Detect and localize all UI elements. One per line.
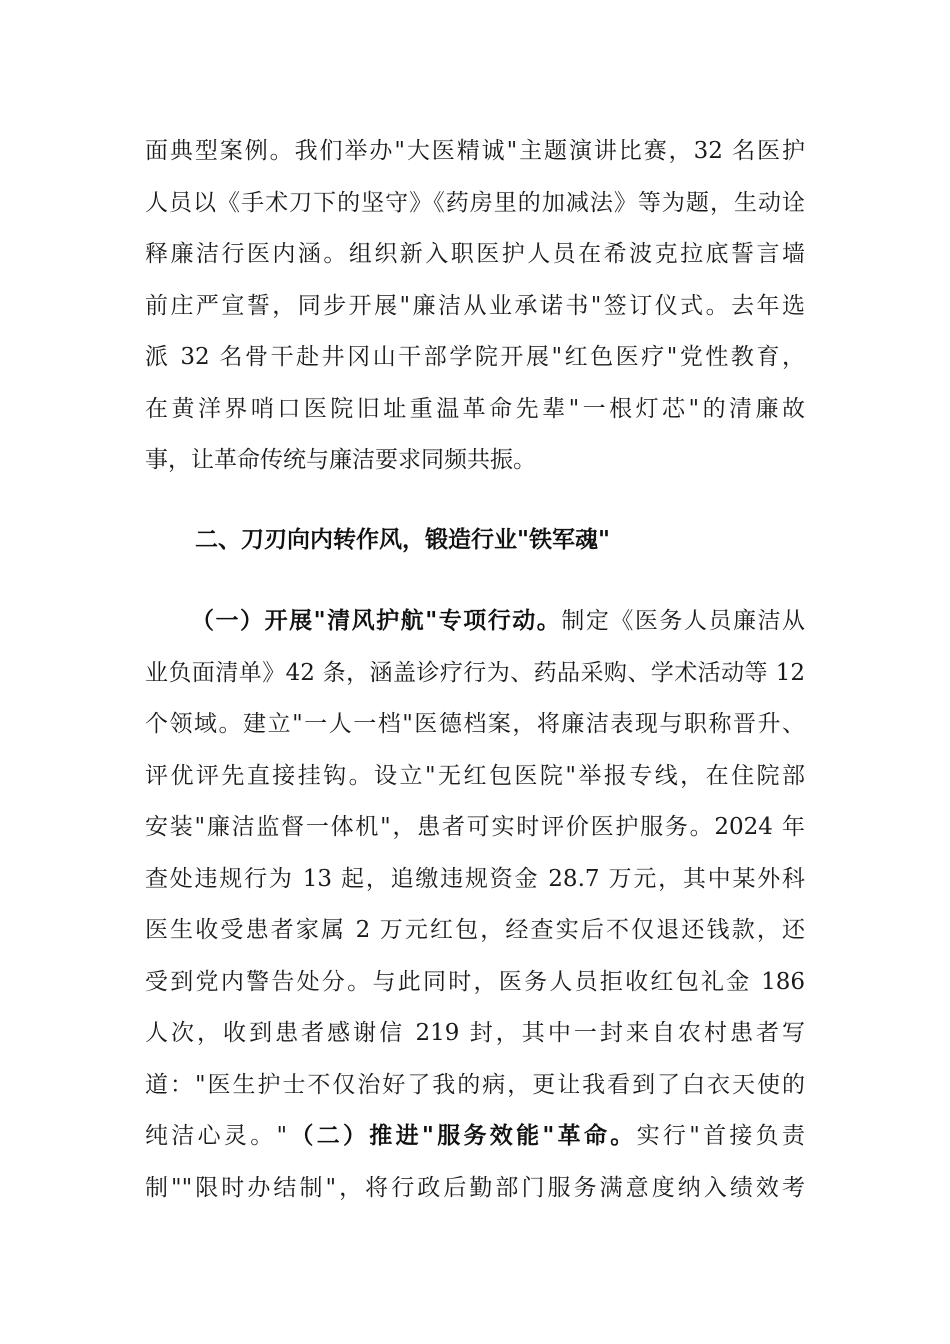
paragraph-line [145,596,805,648]
paragraph-1 [145,126,805,487]
subsection-title: （二）推进"服务效能"革命。 [287,1123,637,1149]
subsection-title: （一）开展"清风护航"专项行动。 [191,608,562,634]
paragraph-line: 人员以《手术刀下的坚守》《药房里的加减法》等为题，生动诠 [145,189,805,216]
paragraph-line: 安装"廉洁监督一体机"，患者可实时评价医护服务。2024 年 [145,814,805,840]
paragraph-line: 释廉洁行医内涵。组织新入职医护人员在希波克拉底誓言墙 [145,241,805,267]
paragraph-line: 受到党内警告处分。与此同时，医务人员拒收红包礼金 186 [145,968,805,995]
paragraph-line: 派 32 名骨干赴井冈山干部学院开展"红色医疗"党性教育， [145,344,805,370]
paragraph-line: 查处违规行为 13 起，追缴违规资金 28.7 万元，其中某外科 [145,865,805,892]
paragraph-line: 事，让革命传统与廉洁要求同频共振。 [145,447,536,473]
paragraph-line: 制""限时办结制"，将行政后勤部门服务满意度纳入绩效考 [145,1174,805,1201]
paragraph-text: 制定《医务人员廉洁从 [561,608,806,634]
paragraph-line [145,1111,805,1163]
paragraph-line: 面典型案例。我们举办"大医精诚"主题演讲比赛，32 名医护 [145,138,805,164]
paragraph-2 [145,596,805,1214]
paragraph-line: 在黄洋界哨口医院旧址重温革命先辈"一根灯芯"的清廉故 [145,395,805,422]
paragraph-line: 医生收受患者家属 2 万元红包，经查实后不仅退还钱款，还 [145,917,805,943]
paragraph-line: 个领域。建立"一人一档"医德档案，将廉洁表现与职称晋升、 [145,711,805,737]
paragraph-line: 人次，收到患者感谢信 219 封，其中一封来自农村患者写 [145,1020,805,1046]
paragraph-line: 道："医生护士不仅治好了我的病，更让我看到了白衣天使的 [145,1071,805,1098]
paragraph-text: 实行"首接负责 [636,1123,805,1149]
paragraph-line: 前庄严宣誓，同步开展"廉洁从业承诺书"签订仪式。去年选 [145,292,805,319]
paragraph-text: 纯洁心灵。" [145,1123,288,1149]
section-heading: 二、刀刃向内转作风，锻造行业"铁军魂" [195,527,610,553]
paragraph-line: 业负面清单》42 条，涵盖诊疗行为、药品采购、学术活动等 12 [145,659,805,686]
paragraph-line: 评优评先直接挂钩。设立"无红包医院"举报专线，在住院部 [145,762,805,789]
